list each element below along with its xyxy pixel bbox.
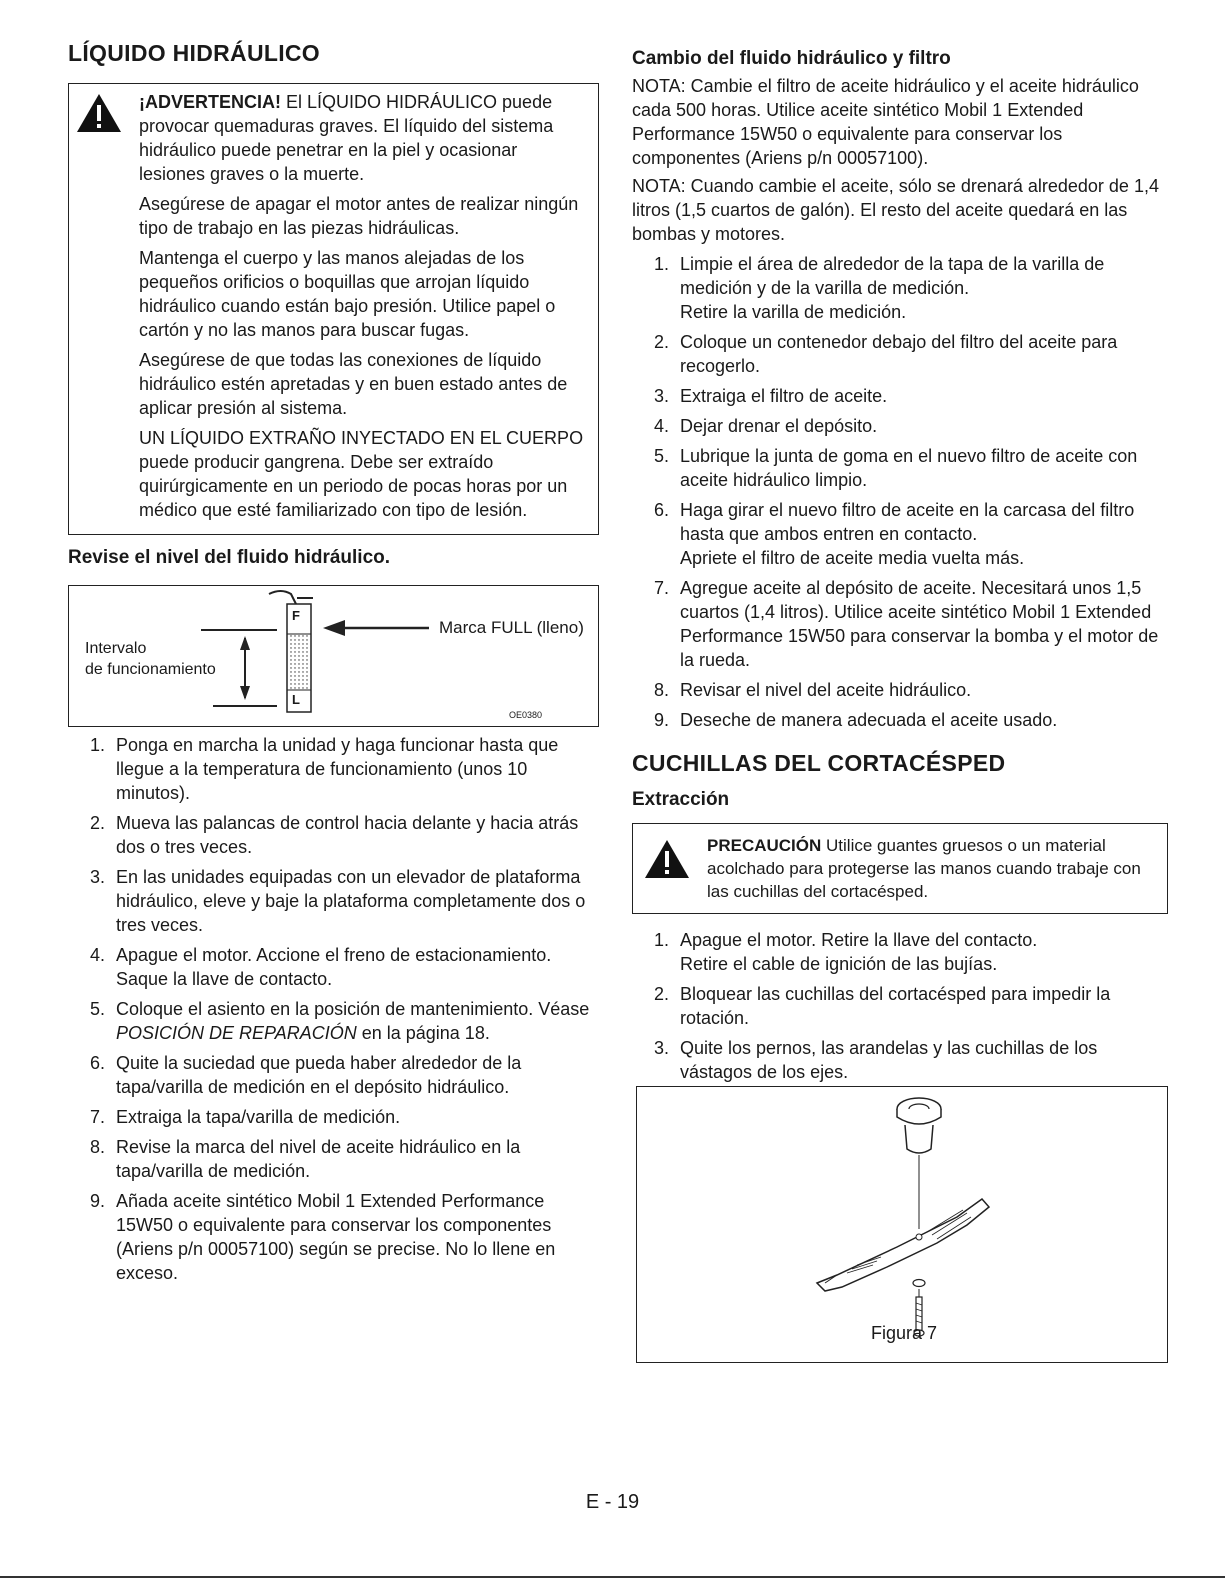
list-item: 7. Extraiga la tapa/varilla de medición. (90, 1107, 401, 1127)
list-item: 2. Mueva las palancas de control hacia delante y hacia atrás dos o tres veces. (90, 813, 579, 857)
section-title-blades: CUCHILLAS DEL CORTACÉSPED (632, 750, 1006, 776)
blade-exploded-drawing (637, 1087, 1171, 1360)
range-label-1: Intervalo (85, 640, 147, 657)
list-item: 8. Revisar el nivel del aceite hidráulico. (654, 680, 972, 700)
right-column (632, 48, 1168, 1363)
list-item: 2. Bloquear las cuchillas del cortacésped para impedir la rotación. (654, 984, 1111, 1028)
list-item: 9. Añada aceite sintético Mobil 1 Extended Performance 15W50 o equivalente para conservar los componentes (Ariens p/n 00057100) según se precise. No lo llene en exceso. (90, 1191, 556, 1283)
subtitle-change-fluid: Cambio del fluido hidráulico y filtro (632, 48, 951, 69)
figure-caption: Figura 7 (870, 1323, 938, 1343)
warning-box (68, 83, 599, 535)
warning-p5: UN LÍQUIDO EXTRAÑO INYECTADO EN EL CUERPO puede producir gangrena. Debe ser extraído quirúrgicamente en un periodo de pocas horas por un médico que esté familiarizado con tipo de lesión. (139, 428, 584, 520)
subtitle-check-level: Revise el nivel del fluido hidráulico. (68, 547, 391, 568)
dipstick-diagram (68, 585, 599, 727)
change-fluid-steps (632, 252, 1168, 732)
page-number: E - 19 (585, 1491, 640, 1513)
warning-p1: El LÍQUIDO HIDRÁULICO puede provocar quemaduras graves. El líquido del sistema hidráulico puede penetrar en la piel y ocasionar lesiones graves o la muerte. (139, 92, 554, 184)
left-column (68, 40, 599, 1291)
warning-triangle-icon (643, 838, 691, 880)
full-mark-label: Marca FULL (lleno) (439, 618, 584, 637)
warning-p2: Asegúrese de apagar el motor antes de realizar ningún tipo de trabajo en las piezas hidráulicas. (139, 194, 579, 238)
note-2: NOTA: Cuando cambie el aceite, sólo se drenará alrededor de 1,4 litros (1,5 cuartos de galón). El resto del aceite quedará en las bombas y motores. (632, 176, 1159, 244)
subtitle-removal: Extracción (632, 789, 730, 810)
caution-text: PRECAUCIÓN Utilice guantes gruesos o un material acolchado para protegerse las manos cuando trabaje con las cuchillas del cortacésped. (707, 836, 1141, 901)
list-item: 1. Apague el motor. Retire la llave del contacto. Retire el cable de ignición de las bujías. (654, 930, 1038, 974)
figure-7 (636, 1086, 1168, 1363)
warning-p3: Mantenga el cuerpo y las manos alejadas de los pequeños orificios o boquillas que arrojan líquido hidráulico cuando están bajo presión. Utilice papel o cartón y no las manos para buscar fugas. (139, 248, 556, 340)
list-item: 3. Quite los pernos, las arandelas y las cuchillas de los vástagos de los ejes. (654, 1038, 1098, 1082)
f-mark: F (292, 608, 300, 623)
bottom-rule (0, 1576, 1225, 1578)
list-item: 3. En las unidades equipadas con un elevador de plataforma hidráulico, eleve y baje la plataforma completamente dos o tres veces. (90, 867, 586, 935)
list-item: 4. Dejar drenar el depósito. (654, 416, 878, 436)
list-item: 6. Haga girar el nuevo filtro de aceite en la carcasa del filtro hasta que ambos entren en contacto. Apriete el filtro de aceite media vuelta más. (654, 500, 1135, 568)
list-item: 5. Coloque el asiento en la posición de mantenimiento. Véase POSICIÓN DE REPARACIÓN en la página 18. (90, 999, 590, 1043)
warning-text (139, 90, 584, 522)
warning-triangle-icon (75, 92, 123, 134)
check-level-steps (68, 733, 599, 1285)
removal-steps (632, 928, 1168, 1084)
list-item: 6. Quite la suciedad que pueda haber alrededor de la tapa/varilla de medición en el depósito hidráulico. (90, 1053, 522, 1097)
list-item: 2. Coloque un contenedor debajo del filtro del aceite para recogerlo. (654, 332, 1118, 376)
range-label-2: de funcionamiento (85, 661, 216, 678)
warning-p4: Asegúrese de que todas las conexiones de líquido hidráulico estén apretadas y en buen estado antes de aplicar presión al sistema. (139, 350, 568, 418)
list-item: 8. Revise la marca del nivel de aceite hidráulico en la tapa/varilla de medición. (90, 1137, 521, 1181)
list-item: 1. Limpie el área de alrededor de la tapa de la varilla de medición y de la varilla de medición. Retire la varilla de medición. (654, 254, 1105, 322)
list-item: 4. Apague el motor. Accione el freno de estacionamiento. Saque la llave de contacto. (90, 945, 552, 989)
section-title-hydraulic: LÍQUIDO HIDRÁULICO (68, 40, 320, 66)
list-item: 9. Deseche de manera adecuada el aceite usado. (654, 710, 1058, 730)
l-mark: L (292, 692, 300, 707)
list-item: 1. Ponga en marcha la unidad y haga funcionar hasta que llegue a la temperatura de funcionamiento (unos 10 minutos). (90, 735, 559, 803)
dipstick-drawing (69, 586, 598, 724)
diagram-code: OE0380 (508, 710, 542, 720)
caution-lead: PRECAUCIÓN (707, 836, 822, 855)
caution-box (632, 823, 1168, 914)
cross-reference: POSICIÓN DE REPARACIÓN (116, 1023, 357, 1043)
list-item: 7. Agregue aceite al depósito de aceite. Necesitará unos 1,5 cuartos (1,4 litros). Utilice aceite sintético Mobil 1 Extended Performance 15W50 para conservar la bomba y el motor de la rueda. (654, 578, 1159, 670)
list-item: 3. Extraiga el filtro de aceite. (654, 386, 888, 406)
warning-lead: ¡ADVERTENCIA! (139, 92, 281, 112)
note-1: NOTA: Cambie el filtro de aceite hidráulico y el aceite hidráulico cada 500 horas. Utilice aceite sintético Mobil 1 Extended Performance 15W50 o equivalente para conservar los componentes (Ariens p/n 00057100). (632, 76, 1139, 168)
list-item: 5. Lubrique la junta de goma en el nuevo filtro de aceite con aceite hidráulico limpio. (654, 446, 1138, 490)
